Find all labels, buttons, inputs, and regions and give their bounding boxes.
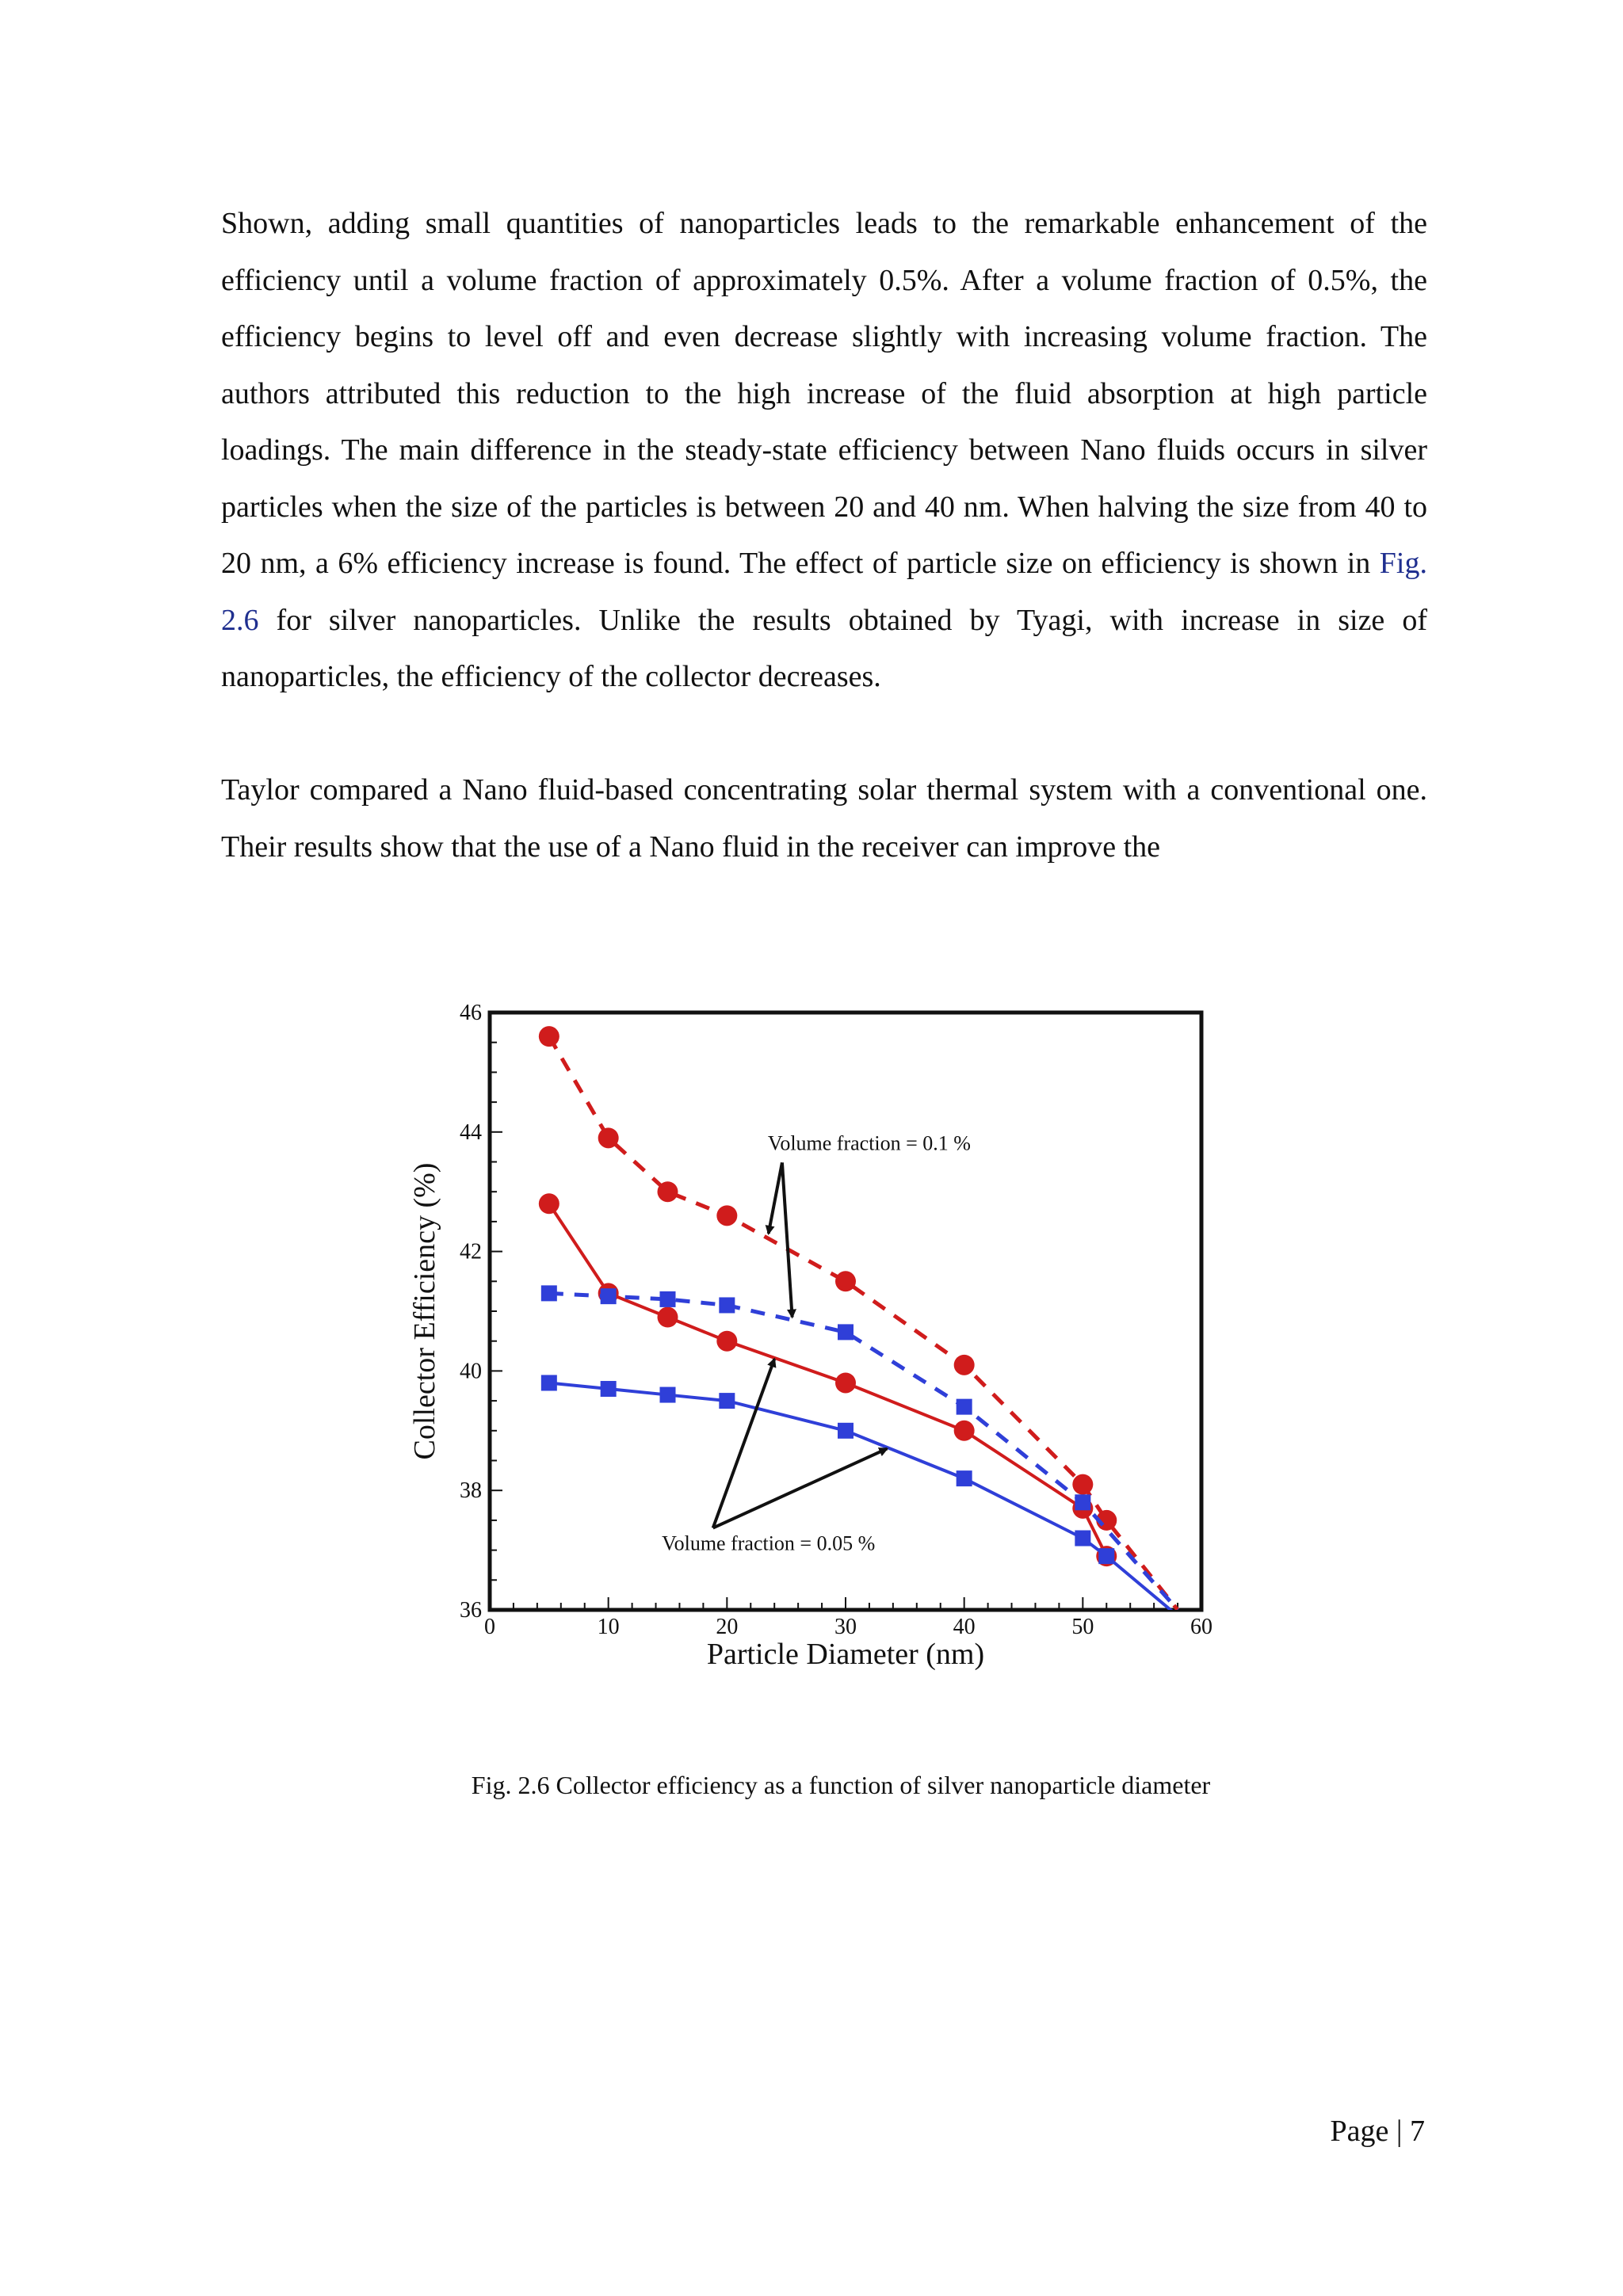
y-tick-label: 40 [460,1359,482,1384]
figure-link[interactable]: Fig. 2.6 [221,547,1427,637]
data-point [838,1423,854,1439]
x-tick-label: 50 [1071,1615,1094,1639]
y-tick-label: 46 [460,1001,482,1025]
data-point [660,1291,676,1307]
figure-caption: Fig. 2.6 Collector efficiency as a function of silver nanoparticle diameter [471,1771,1211,1799]
body-paragraph-2: Taylor compared a Nano fluid-based concentrating solar thermal system with a conventional one. Their results show that the use of a Nano fluid in the receiver can improve the [221,773,1427,864]
data-point [658,1307,678,1328]
data-point [957,1470,972,1486]
data-point [1072,1474,1093,1495]
y-tick-label: 36 [460,1598,482,1623]
data-point [716,1331,737,1352]
data-point [957,1399,972,1415]
data-point [954,1355,975,1375]
y-tick-label: 38 [460,1478,482,1504]
paragraph-text: Shown, adding small quantities of nanoparticles leads to the remarkable enhancement of the efficiency until a volume fraction of approximately 0.5%. After a volume fraction of 0.5%, the efficiency begins to level off and even decrease slightly with increasing volume fraction. The authors attributed this reduction to the high increase of the fluid absorption at high particle loadings. The main difference in the steady-state efficiency between Nano fluids occurs in silver particles when the size of the particles is between 20 and 40 nm. When halving the size from 40 to 20 nm, a 6% efficiency increase is found. The effect of particle size on efficiency is shown in [221,207,1427,580]
data-point [1075,1494,1090,1510]
data-point [658,1181,678,1202]
data-point [601,1381,617,1397]
data-point [719,1297,735,1313]
x-tick-label: 10 [597,1615,620,1639]
data-point [835,1271,856,1291]
data-point [719,1393,735,1409]
x-tick-label: 0 [484,1615,495,1639]
y-axis-label: Collector Efficiency (%) [408,1162,441,1460]
data-point [1098,1548,1114,1564]
data-point [954,1421,975,1441]
data-point [660,1387,676,1403]
x-tick-label: 30 [834,1615,857,1639]
y-tick-label: 42 [460,1239,482,1264]
annotation-label: Volume fraction = 0.05 % [662,1531,876,1555]
plot-frame [490,1013,1201,1610]
data-point [539,1193,559,1214]
body-paragraph [221,196,1427,706]
page-number: Page | 7 [1330,2115,1425,2148]
x-axis-label: Particle Diameter (nm) [706,1638,985,1671]
x-tick-label: 20 [716,1615,739,1639]
data-point [541,1285,557,1301]
data-point [835,1372,856,1393]
data-point [601,1288,617,1304]
paragraph-text-continued: for silver nanoparticles. Unlike the results obtained by Tyagi, with increase in size of nanoparticles, the efficiency of the collector decreases. [221,603,1427,693]
data-point [716,1205,737,1226]
annotation-label: Volume fraction = 0.1 % [767,1131,971,1155]
y-tick-label: 44 [460,1119,482,1145]
efficiency-chart [396,990,1244,1688]
x-tick-label: 40 [953,1615,976,1639]
data-point [838,1324,854,1340]
data-point [598,1127,619,1148]
data-point [1075,1531,1090,1547]
x-tick-label: 60 [1190,1615,1212,1639]
data-point [541,1375,557,1390]
data-point [539,1026,559,1047]
